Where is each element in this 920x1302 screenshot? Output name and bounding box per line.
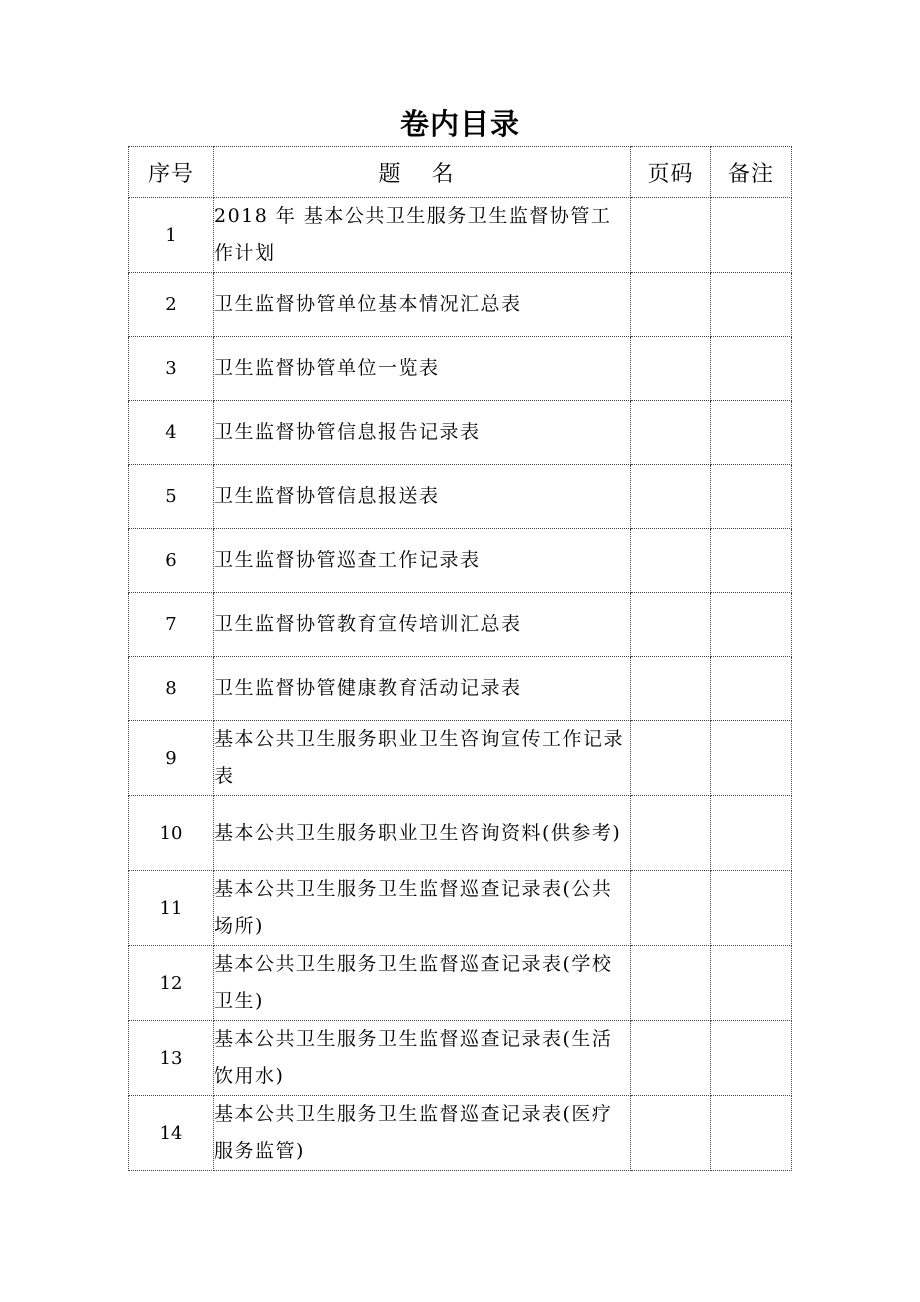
row-note [711,273,792,337]
row-note [711,946,792,1021]
row-note [711,1021,792,1096]
row-title: 基本公共卫生服务卫生监督巡查记录表(学校卫生) [214,946,631,1021]
row-note [711,401,792,465]
row-note [711,871,792,946]
header-note: 备注 [711,147,792,198]
row-title: 基本公共卫生服务卫生监督巡查记录表(医疗服务监管) [214,1096,631,1171]
row-title: 卫生监督协管信息报送表 [214,465,631,529]
row-title: 基本公共卫生服务职业卫生咨询宣传工作记录表 [214,721,631,796]
row-seq: 10 [129,796,214,871]
row-seq: 12 [129,946,214,1021]
row-seq: 8 [129,657,214,721]
table-row [129,198,792,273]
row-page [631,721,711,796]
table-row [129,657,792,721]
row-seq: 2 [129,273,214,337]
row-seq: 13 [129,1021,214,1096]
row-note [711,529,792,593]
table-row [129,946,792,1021]
table-row [129,273,792,337]
row-seq: 5 [129,465,214,529]
row-note [711,657,792,721]
row-page [631,465,711,529]
row-title: 基本公共卫生服务职业卫生咨询资料(供参考) [214,796,631,871]
row-note [711,593,792,657]
row-title: 2018 年 基本公共卫生服务卫生监督协管工作计划 [214,198,631,273]
row-seq: 11 [129,871,214,946]
header-seq: 序号 [129,147,214,198]
row-page [631,593,711,657]
row-title: 卫生监督协管单位一览表 [214,337,631,401]
table-row [129,465,792,529]
row-page [631,796,711,871]
row-seq: 4 [129,401,214,465]
row-note [711,465,792,529]
row-page [631,337,711,401]
row-seq: 9 [129,721,214,796]
table-row [129,1021,792,1096]
table-row [129,796,792,871]
table-row [129,593,792,657]
row-page [631,1096,711,1171]
row-note [711,337,792,401]
row-note [711,721,792,796]
row-note [711,796,792,871]
row-page [631,198,711,273]
row-page [631,946,711,1021]
row-seq: 3 [129,337,214,401]
table-row [129,1096,792,1171]
row-title: 卫生监督协管教育宣传培训汇总表 [214,593,631,657]
row-page [631,273,711,337]
header-page: 页码 [631,147,711,198]
catalog-table [128,146,792,1171]
table-row [129,401,792,465]
row-page [631,401,711,465]
header-title: 题 名 [214,147,631,198]
row-page [631,529,711,593]
row-title: 卫生监督协管健康教育活动记录表 [214,657,631,721]
table-row [129,871,792,946]
table-header-row [129,147,792,198]
table-row [129,337,792,401]
table-row [129,721,792,796]
row-seq: 1 [129,198,214,273]
row-note [711,198,792,273]
row-title: 基本公共卫生服务卫生监督巡查记录表(公共场所) [214,871,631,946]
row-page [631,657,711,721]
row-title: 卫生监督协管巡查工作记录表 [214,529,631,593]
row-seq: 6 [129,529,214,593]
row-page [631,1021,711,1096]
page-title: 卷内目录 [399,107,520,141]
row-title: 基本公共卫生服务卫生监督巡查记录表(生活饮用水) [214,1021,631,1096]
row-title: 卫生监督协管单位基本情况汇总表 [214,273,631,337]
table-row [129,529,792,593]
row-page [631,871,711,946]
row-note [711,1096,792,1171]
row-seq: 7 [129,593,214,657]
row-seq: 14 [129,1096,214,1171]
row-title: 卫生监督协管信息报告记录表 [214,401,631,465]
